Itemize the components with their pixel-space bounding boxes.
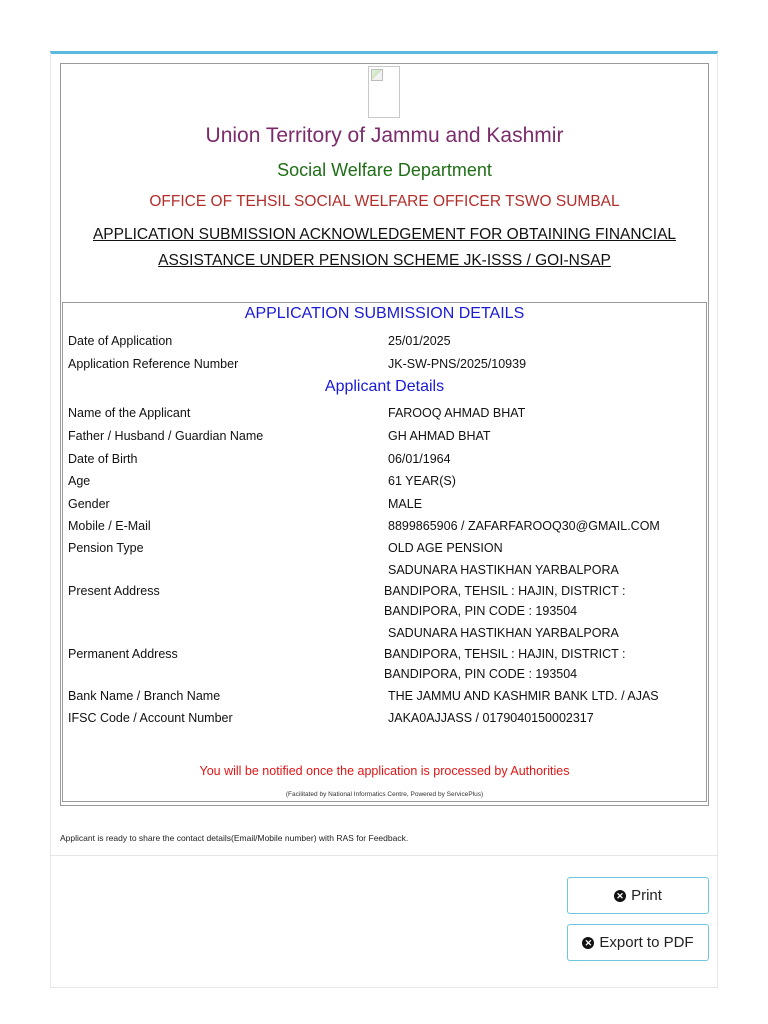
detail-row-date-of-birth bbox=[68, 449, 704, 469]
row-label: Bank Name / Branch Name bbox=[68, 689, 221, 703]
ut-title: Union Territory of Jammu and Kashmir bbox=[205, 124, 564, 147]
print-button[interactable] bbox=[567, 877, 709, 914]
row-value: 61 YEAR(S) bbox=[388, 474, 456, 488]
detail-row-ifsc-account bbox=[68, 708, 704, 728]
row-label: Application Reference Number bbox=[68, 357, 239, 371]
permanent-address-line: BANDIPORA, TEHSIL : HAJIN, DISTRICT : bbox=[384, 647, 626, 661]
detail-row-gender bbox=[68, 494, 704, 514]
feedback-consent-note: Applicant is ready to share the contact details(Email/Mobile number) with RAS for Feedback. bbox=[60, 833, 409, 843]
detail-row-reference-number bbox=[68, 354, 704, 374]
processing-notice: You will be notified once the application is processed by Authorities bbox=[199, 764, 570, 778]
permanent-address-line: SADUNARA HASTIKHAN YARBALPORA bbox=[388, 626, 619, 640]
row-value: FAROOQ AHMAD BHAT bbox=[388, 406, 526, 420]
department-logo-image bbox=[368, 66, 400, 118]
present-address-line: BANDIPORA, PIN CODE : 193504 bbox=[384, 604, 578, 618]
row-label: Gender bbox=[68, 497, 110, 511]
row-label: Age bbox=[68, 474, 91, 488]
detail-row-mobile-email bbox=[68, 516, 704, 536]
close-circle-icon: ✕ bbox=[614, 890, 626, 902]
row-label: Permanent Address bbox=[68, 647, 178, 661]
row-value: JK-SW-PNS/2025/10939 bbox=[388, 357, 527, 371]
row-value: 25/01/2025 bbox=[388, 334, 451, 348]
row-value: JAKA0AJJASS / 0179040150002317 bbox=[388, 711, 594, 725]
row-value: OLD AGE PENSION bbox=[388, 541, 503, 555]
row-label: Name of the Applicant bbox=[68, 406, 191, 420]
row-value: GH AHMAD BHAT bbox=[388, 429, 491, 443]
permanent-address-line: BANDIPORA, PIN CODE : 193504 bbox=[384, 667, 578, 681]
row-value: 8899865906 / ZAFARFAROOQ30@GMAIL.COM bbox=[388, 519, 660, 533]
row-label: Date of Birth bbox=[68, 452, 138, 466]
row-value: MALE bbox=[388, 497, 423, 511]
applicant-details-title: Applicant Details bbox=[324, 378, 445, 395]
acknowledgement-heading-line2: ASSISTANCE UNDER PENSION SCHEME JK-ISSS / GOI-NSAP bbox=[158, 252, 611, 269]
detail-row-age bbox=[68, 471, 704, 491]
detail-row-bank-name bbox=[68, 686, 704, 706]
row-value: 06/01/1964 bbox=[388, 452, 451, 466]
present-address-line: SADUNARA HASTIKHAN YARBALPORA bbox=[388, 563, 619, 577]
department-title: Social Welfare Department bbox=[277, 160, 492, 180]
row-label: Father / Husband / Guardian Name bbox=[68, 429, 264, 443]
row-value: THE JAMMU AND KASHMIR BANK LTD. / AJAS bbox=[388, 689, 659, 703]
detail-row-pension-type bbox=[68, 538, 704, 558]
export-pdf-button[interactable] bbox=[567, 924, 709, 961]
office-title: OFFICE OF TEHSIL SOCIAL WELFARE OFFICER TSWO SUMBAL bbox=[149, 193, 620, 210]
submission-details-title: APPLICATION SUBMISSION DETAILS bbox=[244, 305, 525, 322]
facilitated-by-note: (Facilitated by National Informatics Centre, Powered by ServicePlus) bbox=[285, 791, 484, 798]
close-circle-icon: ✕ bbox=[582, 937, 594, 949]
acknowledgement-heading-line1: APPLICATION SUBMISSION ACKNOWLEDGEMENT FOR OBTAINING FINANCIAL bbox=[92, 226, 677, 243]
present-address-line: BANDIPORA, TEHSIL : HAJIN, DISTRICT : bbox=[384, 584, 626, 598]
broken-image-icon bbox=[371, 69, 383, 81]
row-label: Mobile / E-Mail bbox=[68, 519, 151, 533]
row-label: Present Address bbox=[68, 584, 160, 598]
acknowledgement-heading bbox=[60, 222, 709, 274]
row-label: Pension Type bbox=[68, 541, 144, 555]
print-button-label: Print bbox=[631, 887, 662, 904]
detail-row-date-of-application bbox=[68, 331, 704, 351]
detail-row-guardian-name bbox=[68, 426, 704, 446]
detail-row-applicant-name bbox=[68, 403, 704, 423]
row-label: IFSC Code / Account Number bbox=[68, 711, 233, 725]
divider bbox=[51, 855, 717, 856]
export-pdf-button-label: Export to PDF bbox=[599, 934, 694, 951]
row-label: Date of Application bbox=[68, 334, 173, 348]
